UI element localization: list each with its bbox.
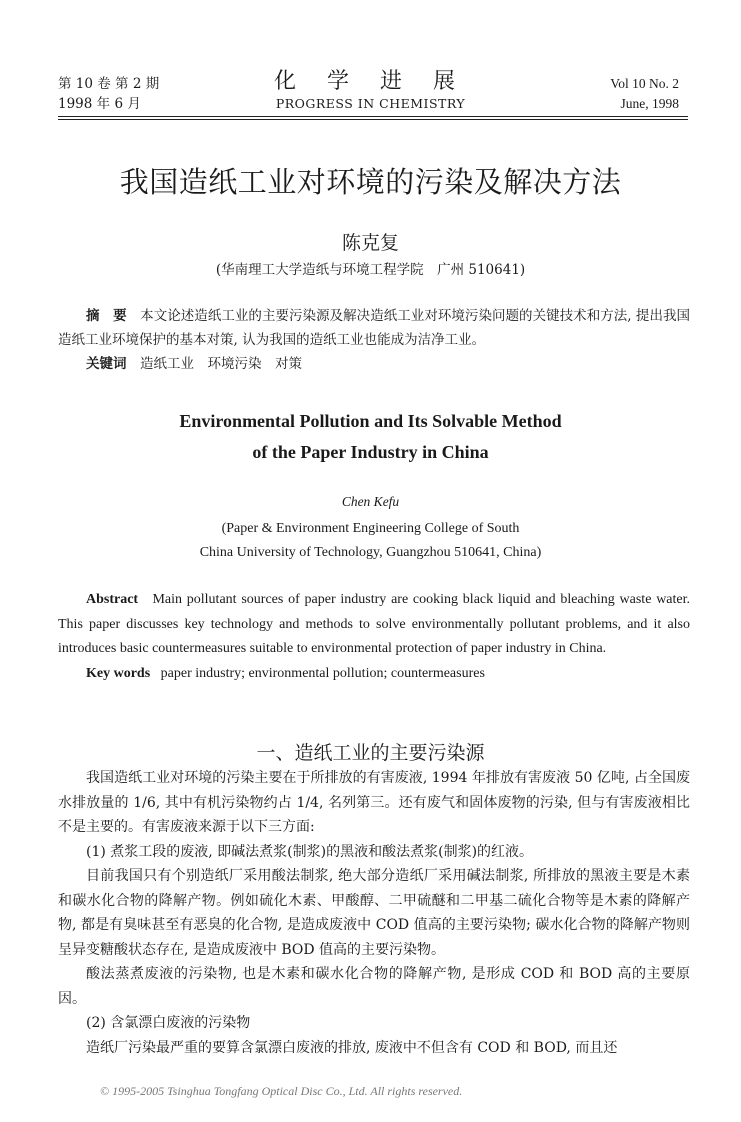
keywords-en: paper industry; environmental pollution; countermeasures [160, 665, 485, 681]
keywords-cn: 造纸工业 环境污染 对策 [140, 356, 302, 372]
journal-volume-info-en [610, 74, 679, 114]
body-paragraph: 造纸厂污染最严重的要算含氯漂白废液的排放, 废液中不但含有 COD 和 BOD, 而且还 [86, 1039, 618, 1056]
body-paragraph: (1) 煮浆工段的废液, 即碱法煮浆(制浆)的黑液和酸法煮浆(制浆)的红液。 [86, 843, 534, 860]
header-rule-thick [58, 116, 688, 117]
abstract-en-text: Main pollutant sources of paper industry are cooking black liquid and bleaching waste water. This paper discusses key technology and methods to solve environmentally pollutant problems, and it also introduces basic countermeasures suitable to environmental protection of paper industry in China. [58, 592, 691, 656]
paper-author-en: Chen Kefu [341, 494, 400, 509]
affiliation-en-line2: China University of Technology, Guangzhou 510641, China) [199, 545, 542, 560]
abstract-en [58, 588, 690, 686]
title-en-line1: Environmental Pollution and Its Solvable Method [179, 411, 562, 431]
section-body [58, 766, 690, 1060]
abstract-cn-label: 摘 要 [86, 308, 127, 324]
issue-date-cn: 1998 年 6 月 [58, 96, 141, 112]
abstract-cn [58, 304, 690, 376]
issue-date-en: June, 1998 [620, 96, 679, 111]
paper-title: 我国造纸工业对环境的污染及解决方法 [119, 165, 622, 199]
journal-name-en: PROGRESS IN CHEMISTRY [275, 96, 466, 111]
body-paragraph: 目前我国只有个别造纸厂采用酸法制浆, 绝大部分造纸厂采用碱法制浆, 所排放的黑液主要是木素和碳水化合物的降解产物。例如硫化木素、甲酸醇、二甲硫醚和二甲基二硫化合物等是木素的降解产物, 都是有臭味甚至有恶臭的化合物, 是造成废液中 COD 值高的主要污染物; 碳水化合物的降解产物则呈异变糖酸状态存在, 是造成废液中 BOD 值高的主要污染物。 [58, 868, 690, 958]
paper-affiliation: (华南理工大学造纸与环境工程学院 广州 510641) [215, 262, 526, 278]
body-paragraph: (2) 含氯漂白废液的污染物 [86, 1015, 251, 1031]
copyright-footer: © 1995-2005 Tsinghua Tongfang Optical Disc Co., Ltd. All rights reserved. [100, 1084, 463, 1098]
journal-name-cn: 化 学 进 展 [274, 69, 467, 94]
paper-author: 陈克复 [341, 232, 399, 254]
title-en-line2: of the Paper Industry in China [252, 442, 489, 462]
abstract-cn-text: 本文论述造纸工业的主要污染源及解决造纸工业对环境污染问题的关键技术和方法, 提出我国造纸工业环境保护的基本对策, 认为我国的造纸工业也能成为洁净工业。 [58, 308, 691, 348]
body-paragraph: 我国造纸工业对环境的污染主要在于所排放的有害废液, 1994 年排放有害废液 50 亿吨, 占全国废水排放量的 1/6, 其中有机污染物约占 1/4, 名列第三。还有废气和固体废物的污染, 但与有害废液相比不是主要的。有害废液来源于以下三方面: [58, 770, 690, 835]
body-paragraph: 酸法蒸煮废液的污染物, 也是木素和碳水化合物的降解产物, 是形成 COD 和 BOD 高的主要原因。 [58, 966, 690, 1007]
affiliation-en-line1: (Paper & Environment Engineering College of South [221, 521, 520, 536]
keywords-cn-label: 关键词 [86, 356, 127, 372]
volume-issue-en: Vol 10 No. 2 [610, 76, 679, 91]
abstract-en-label: Abstract [86, 592, 139, 607]
section-heading: 一、造纸工业的主要污染源 [256, 742, 485, 764]
keywords-en-label: Key words [86, 665, 151, 681]
paper-title-en [0, 406, 741, 468]
volume-issue: 第 10 卷 第 2 期 [58, 76, 160, 92]
header-rule-thin [58, 119, 688, 120]
paper-affiliation-en [0, 517, 741, 565]
